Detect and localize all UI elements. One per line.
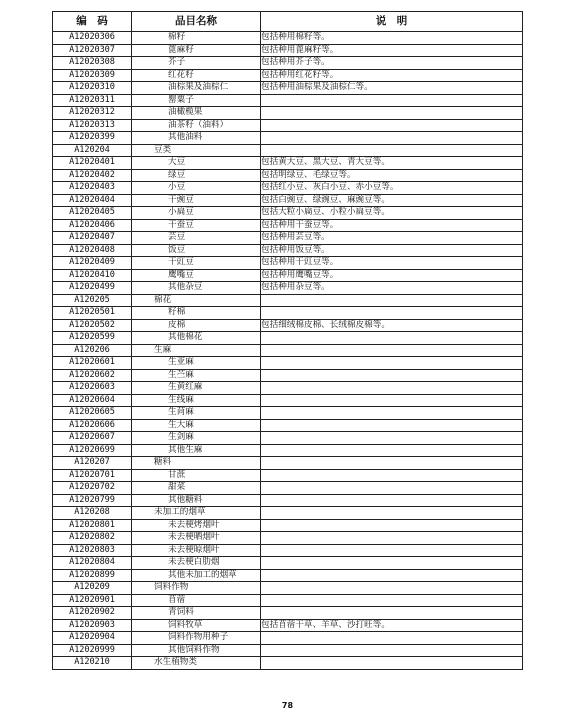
table-row [53, 107, 523, 120]
table-row [53, 632, 523, 645]
row-item-name: 芥子 [132, 57, 261, 70]
table-row [53, 582, 523, 595]
table-row [53, 344, 523, 357]
table-row [53, 207, 523, 220]
table-row [53, 432, 523, 445]
table-row [53, 244, 523, 257]
row-code: A120210 [53, 657, 132, 670]
row-code: A12020401 [53, 157, 132, 170]
row-description: 包括红小豆、灰白小豆、赤小豆等。 [261, 182, 523, 195]
row-item-name: 糖料 [132, 457, 261, 470]
table-row [53, 494, 523, 507]
table-row [53, 419, 523, 432]
table-row [53, 569, 523, 582]
row-code: A120206 [53, 344, 132, 357]
row-item-name: 饭豆 [132, 244, 261, 257]
table-row [53, 194, 523, 207]
row-code: A12020601 [53, 357, 132, 370]
row-description: 包括细绒棉皮棉、长绒棉皮棉等。 [261, 319, 523, 332]
row-description [261, 582, 523, 595]
row-description [261, 507, 523, 520]
table-row [53, 532, 523, 545]
row-code: A12020801 [53, 519, 132, 532]
row-item-name: 其他饲料作物 [132, 644, 261, 657]
row-item-name: 芸豆 [132, 232, 261, 245]
row-code: A120208 [53, 507, 132, 520]
row-item-name: 蓖麻籽 [132, 44, 261, 57]
row-item-name: 小扁豆 [132, 207, 261, 220]
table-row [53, 57, 523, 70]
row-code: A12020701 [53, 469, 132, 482]
row-item-name: 饲料作物 [132, 582, 261, 595]
row-item-name: 甜菜 [132, 482, 261, 495]
table-row [53, 444, 523, 457]
row-item-name: 大豆 [132, 157, 261, 170]
header-item-name: 品目名称 [132, 12, 261, 32]
row-code: A12020313 [53, 119, 132, 132]
row-code: A120207 [53, 457, 132, 470]
row-item-name: 绿豆 [132, 169, 261, 182]
row-item-name: 小豆 [132, 182, 261, 195]
row-item-name: 饲料牧草 [132, 619, 261, 632]
row-item-name: 甘蔗 [132, 469, 261, 482]
row-code: A12020502 [53, 319, 132, 332]
row-code: A12020799 [53, 494, 132, 507]
row-code: A120205 [53, 294, 132, 307]
row-item-name: 干豇豆 [132, 257, 261, 270]
row-item-name: 干蚕豆 [132, 219, 261, 232]
row-description: 包括苜蓿干草、羊草、沙打旺等。 [261, 619, 523, 632]
table-row [53, 44, 523, 57]
row-code: A12020406 [53, 219, 132, 232]
row-code: A12020904 [53, 632, 132, 645]
row-item-name: 生线麻 [132, 394, 261, 407]
row-item-name: 饲料作物用种子 [132, 632, 261, 645]
row-description: 包括种用杂豆等。 [261, 282, 523, 295]
row-description [261, 469, 523, 482]
table-row [53, 219, 523, 232]
row-code: A12020999 [53, 644, 132, 657]
row-item-name: 棉花 [132, 294, 261, 307]
row-code: A12020607 [53, 432, 132, 445]
row-description: 包括种用干豇豆等。 [261, 257, 523, 270]
row-item-name: 生麻 [132, 344, 261, 357]
row-item-name: 生黄红麻 [132, 382, 261, 395]
row-code: A120209 [53, 582, 132, 595]
row-code: A12020308 [53, 57, 132, 70]
table-body [53, 32, 523, 670]
row-description [261, 457, 523, 470]
row-item-name: 油茶籽（油料） [132, 119, 261, 132]
table-row [53, 382, 523, 395]
row-item-name: 水生植物类 [132, 657, 261, 670]
table-row [53, 394, 523, 407]
row-item-name: 生大麻 [132, 419, 261, 432]
row-description: 包括种用芥子等。 [261, 57, 523, 70]
row-description [261, 407, 523, 420]
table-row [53, 182, 523, 195]
row-description [261, 494, 523, 507]
row-item-name: 生苘麻 [132, 407, 261, 420]
table-row [53, 357, 523, 370]
row-description [261, 357, 523, 370]
table-row [53, 332, 523, 345]
row-code: A12020309 [53, 69, 132, 82]
row-description [261, 94, 523, 107]
row-code: A12020408 [53, 244, 132, 257]
row-description: 包括黄大豆、黑大豆、青大豆等。 [261, 157, 523, 170]
row-description [261, 569, 523, 582]
row-item-name: 其他油料 [132, 132, 261, 145]
row-description: 包括种用鹰嘴豆等。 [261, 269, 523, 282]
row-code: A12020599 [53, 332, 132, 345]
row-description [261, 607, 523, 620]
row-item-name: 其他棉花 [132, 332, 261, 345]
row-description [261, 444, 523, 457]
table-row [53, 94, 523, 107]
table-row [53, 82, 523, 95]
row-code: A12020311 [53, 94, 132, 107]
row-item-name: 苜蓿 [132, 594, 261, 607]
row-item-name: 生亚麻 [132, 357, 261, 370]
row-item-name: 红花籽 [132, 69, 261, 82]
header-code: 编 码 [53, 12, 132, 32]
row-code: A12020604 [53, 394, 132, 407]
table-row [53, 607, 523, 620]
row-description: 包括种用芸豆等。 [261, 232, 523, 245]
row-item-name: 其他未加工的烟草 [132, 569, 261, 582]
table-row [53, 119, 523, 132]
row-code: A12020606 [53, 419, 132, 432]
row-description: 包括种用红花籽等。 [261, 69, 523, 82]
table-row [53, 32, 523, 45]
row-code: A12020306 [53, 32, 132, 45]
table-row [53, 169, 523, 182]
row-code: A12020902 [53, 607, 132, 620]
table-row [53, 507, 523, 520]
row-description [261, 644, 523, 657]
row-item-name: 生苎麻 [132, 369, 261, 382]
row-code: A12020402 [53, 169, 132, 182]
row-item-name: 其他生麻 [132, 444, 261, 457]
row-code: A12020702 [53, 482, 132, 495]
row-item-name: 未去梗晾烟叶 [132, 544, 261, 557]
table-row [53, 257, 523, 270]
table-header-row [53, 12, 523, 32]
row-code: A12020901 [53, 594, 132, 607]
row-item-name: 其他杂豆 [132, 282, 261, 295]
row-description [261, 557, 523, 570]
row-code: A12020804 [53, 557, 132, 570]
row-code: A12020501 [53, 307, 132, 320]
table-row [53, 407, 523, 420]
table-row [53, 644, 523, 657]
row-description [261, 144, 523, 157]
table-row [53, 544, 523, 557]
row-code: A12020407 [53, 232, 132, 245]
row-description: 包括白豌豆、绿豌豆、麻豌豆等。 [261, 194, 523, 207]
row-description [261, 519, 523, 532]
row-item-name: 棉籽 [132, 32, 261, 45]
row-description: 包括种用蓖麻籽等。 [261, 44, 523, 57]
row-description [261, 419, 523, 432]
row-description: 包括大粒小扁豆、小粒小扁豆等。 [261, 207, 523, 220]
table-row [53, 482, 523, 495]
table-row [53, 132, 523, 145]
row-item-name: 皮棉 [132, 319, 261, 332]
table-row [53, 144, 523, 157]
row-description [261, 344, 523, 357]
row-description [261, 544, 523, 557]
row-item-name: 未去梗白肋烟 [132, 557, 261, 570]
table-row [53, 557, 523, 570]
row-code: A12020405 [53, 207, 132, 220]
table-row [53, 619, 523, 632]
row-code: A12020602 [53, 369, 132, 382]
row-item-name: 干豌豆 [132, 194, 261, 207]
table-row [53, 519, 523, 532]
row-description: 包括种用棉籽等。 [261, 32, 523, 45]
row-description [261, 132, 523, 145]
table-row [53, 594, 523, 607]
table-row [53, 457, 523, 470]
row-item-name: 豆类 [132, 144, 261, 157]
row-description [261, 369, 523, 382]
table-row [53, 157, 523, 170]
row-item-name: 油棕果及油棕仁 [132, 82, 261, 95]
table-row [53, 294, 523, 307]
row-code: A12020403 [53, 182, 132, 195]
row-item-name: 未去梗晒烟叶 [132, 532, 261, 545]
row-item-name: 罂粟子 [132, 94, 261, 107]
row-code: A12020903 [53, 619, 132, 632]
row-item-name: 未去梗烤烟叶 [132, 519, 261, 532]
table-row [53, 307, 523, 320]
table-row [53, 69, 523, 82]
row-code: A12020409 [53, 257, 132, 270]
row-description [261, 532, 523, 545]
row-description [261, 107, 523, 120]
row-description [261, 482, 523, 495]
row-description [261, 394, 523, 407]
row-code: A12020499 [53, 282, 132, 295]
page-number: 78 [281, 701, 294, 710]
row-code: A12020899 [53, 569, 132, 582]
table-row [53, 657, 523, 670]
row-description: 包括种用干蚕豆等。 [261, 219, 523, 232]
row-item-name: 籽棉 [132, 307, 261, 320]
row-description [261, 332, 523, 345]
row-code: A12020605 [53, 407, 132, 420]
row-description [261, 307, 523, 320]
row-description: 包括种用饭豆等。 [261, 244, 523, 257]
row-code: A12020699 [53, 444, 132, 457]
row-code: A12020404 [53, 194, 132, 207]
row-code: A12020410 [53, 269, 132, 282]
row-item-name: 其他糖料 [132, 494, 261, 507]
row-description [261, 657, 523, 670]
row-item-name: 油橄榄果 [132, 107, 261, 120]
row-code: A12020307 [53, 44, 132, 57]
row-code: A12020310 [53, 82, 132, 95]
table-row [53, 282, 523, 295]
table-row [53, 469, 523, 482]
row-item-name: 青饲料 [132, 607, 261, 620]
row-description [261, 432, 523, 445]
table-row [53, 269, 523, 282]
header-description: 说 明 [261, 12, 523, 32]
row-description [261, 294, 523, 307]
row-description [261, 632, 523, 645]
row-code: A12020312 [53, 107, 132, 120]
table-row [53, 232, 523, 245]
row-code: A12020603 [53, 382, 132, 395]
row-code: A12020399 [53, 132, 132, 145]
catalog-table [52, 11, 523, 670]
row-code: A120204 [53, 144, 132, 157]
row-item-name: 鹰嘴豆 [132, 269, 261, 282]
row-item-name: 未加工的烟草 [132, 507, 261, 520]
row-description [261, 382, 523, 395]
row-description [261, 594, 523, 607]
row-item-name: 生剑麻 [132, 432, 261, 445]
row-description: 包括种用油棕果及油棕仁等。 [261, 82, 523, 95]
row-description: 包括明绿豆、毛绿豆等。 [261, 169, 523, 182]
row-description [261, 119, 523, 132]
row-code: A12020803 [53, 544, 132, 557]
table-row [53, 369, 523, 382]
table-row [53, 319, 523, 332]
row-code: A12020802 [53, 532, 132, 545]
